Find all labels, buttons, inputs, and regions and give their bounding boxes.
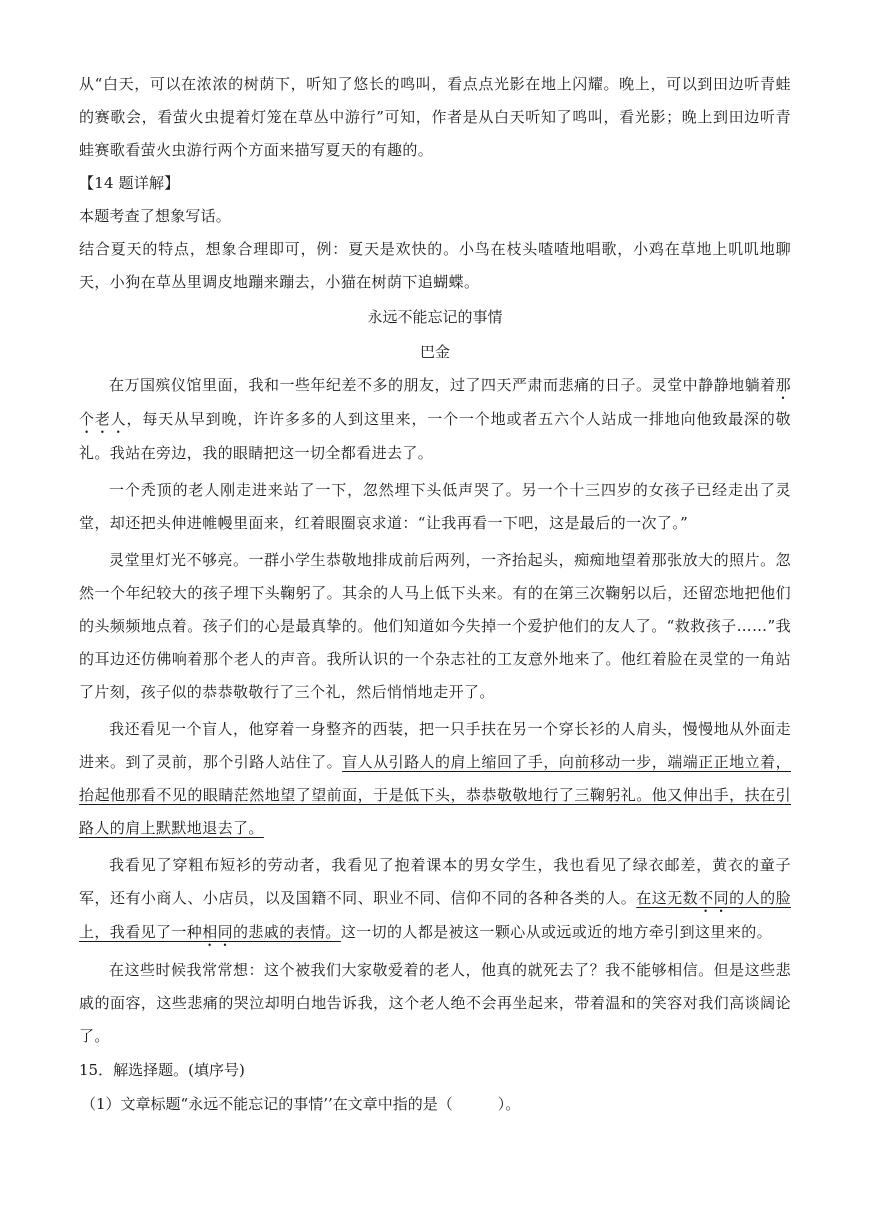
article-paragraph: 一个秃顶的老人刚走进来站了一下，忽然埋下头低声哭了。另一个十三四岁的女孩子已经走出了灵堂，却还把头伸进帷幔里面来，红着眼圈哀求道：“让我再看一下吧，这是最后的一次了。” bbox=[79, 481, 791, 532]
paragraph-text: 这一切的人都是被这一颗心从或远或近的地方牵引到这里来的。 bbox=[340, 923, 773, 941]
analysis-paragraph: 本题考查了想象写话。 bbox=[79, 207, 232, 225]
paragraph-text: 在万国殡仪馆里面，我和一些年纪差不多的朋友，过了四天严肃而悲痛的日子。灵堂中静静地躺着 bbox=[109, 376, 776, 394]
underlined-text: 的悲戚的表情。 bbox=[233, 923, 341, 941]
article-paragraph bbox=[79, 849, 791, 950]
article-paragraph: 灵堂里灯光不够亮。一群小学生恭敬地排成前后两列，一齐抬起头，痴痴地望着那张放大的照片。忽然一个年纪较大的孩子埋下头鞠躬了。其余的人马上低下头来。有的在第三次鞠躬以后，还留恋地把他们的头频频地点着。孩子们的心是最真挚的。他们知道如今失掉一个爱护他们的友人了。“救救孩子……”我的耳边还仿佛响着那个老人的声音。我所认识的一个杂志社的工友意外地来了。他红着脸在灵堂的一角站了片刻，孩子似的恭恭敬敬行了三个礼，然后悄悄地走开了。 bbox=[79, 551, 791, 701]
underlined-text: 盲人从引路人的肩上缩回了手，向前移动一步，端端正正地立着，抬起他那看不见的眼睛茫然地望了望前面，于是低下头，恭恭敬敬地行了三鞠躬礼。他又伸出手，扶在引路人的肩上默默地退去了。 bbox=[79, 753, 791, 837]
emphasized-text: 那个老人 bbox=[79, 376, 791, 428]
paragraph-text: 我看见了穿粗布短衫的劳动者，我看见了抱着课本的男女学生，我也看见了绿衣邮差，黄衣的童子军，还有小商人、小店员，以及国籍不同、职业不同、信仰不同的各种各类的人。 bbox=[79, 856, 791, 907]
analysis-paragraph: 从“白天，可以在浓浓的树荫下，听知了悠长的鸣叫，看点点光影在地上闪耀。晚上，可以到田边听青蛙的赛歌会，看萤火虫提着灯笼在草丛中游行”可知，作者是从白天听知了鸣叫，看光影；晚上到田边听青蛙赛歌看萤火虫游行两个方面来描写夏天的有趣的。 bbox=[79, 75, 791, 159]
article-title: 永远不能忘记的事情 bbox=[367, 308, 503, 326]
document-page bbox=[79, 68, 791, 1121]
analysis-paragraph: 结合夏天的特点，想象合理即可，例：夏天是欢快的。小鸟在枝头喳喳地唱歌，小鸡在草地上叽叽地聊天，小狗在草丛里调皮地蹦来蹦去，小猫在树荫下追蝴蝶。 bbox=[79, 240, 791, 291]
question-15-1: （1）文章标题“永远不能忘记的事情’’在文章中指的是（ ）。 bbox=[81, 1095, 521, 1113]
question-15: 15．解选择题。(填序号) bbox=[79, 1061, 245, 1079]
article-paragraph bbox=[79, 713, 791, 845]
article-paragraph bbox=[79, 369, 791, 470]
article-paragraph: 在这些时候我常常想：这个被我们大家敬爱着的老人，他真的就死去了？我不能够相信。但是这些悲戚的面容，这些悲痛的哭泣却明白地告诉我，这个老人绝不会再坐起来，带着温和的笑容对我们高谈阔论了。 bbox=[79, 961, 791, 1045]
paragraph-text: 我还看见一个盲人，他穿着一身整齐的西装，把一只手扶在另一个穿长衫的人肩头，慢慢地从外面走进来。到了灵前，那个引路人站住了。 bbox=[79, 720, 791, 771]
emphasized-underlined-text: 不同 bbox=[698, 889, 730, 907]
underlined-text: 的人的脸上，我看见了一种 bbox=[79, 889, 791, 941]
underlined-text: 在这无数 bbox=[636, 889, 699, 907]
section-heading-14: 【14 题详解】 bbox=[79, 174, 180, 192]
emphasized-underlined-text: 相同 bbox=[202, 923, 234, 941]
article-author: 巴金 bbox=[419, 343, 450, 361]
paragraph-text: ，每天从早到晚，许许多多的人到这里来，一个一个地或者五六个人站成一排地向他致最深的敬礼。我站在旁边，我的眼睛把这一切全都看进去了。 bbox=[79, 410, 791, 462]
